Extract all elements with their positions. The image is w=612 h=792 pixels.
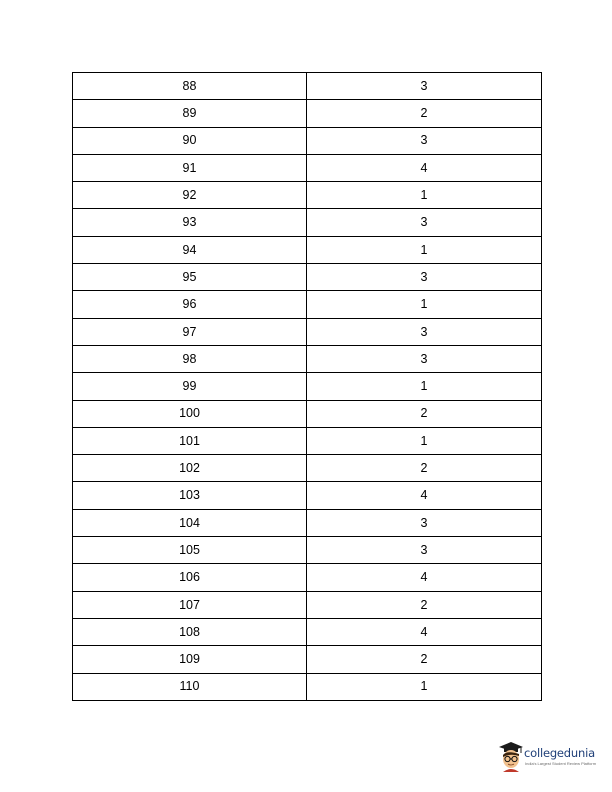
table-row [73,264,542,291]
table-row [73,345,542,372]
question-number-cell: 106 [73,564,307,591]
question-number-cell: 95 [73,264,307,291]
answer-cell: 1 [307,673,542,700]
question-number-cell: 93 [73,209,307,236]
question-number-cell: 107 [73,591,307,618]
question-number-cell: 103 [73,482,307,509]
answer-cell: 2 [307,455,542,482]
question-number-cell: 102 [73,455,307,482]
answer-key-table [72,72,542,701]
answer-cell: 3 [307,264,542,291]
answer-key-body [73,73,542,701]
table-row [73,127,542,154]
table-row [73,482,542,509]
table-row [73,537,542,564]
question-number-cell: 110 [73,673,307,700]
question-number-cell: 108 [73,618,307,645]
answer-cell: 3 [307,537,542,564]
answer-cell: 4 [307,564,542,591]
answer-cell: 2 [307,400,542,427]
question-number-cell: 99 [73,373,307,400]
answer-cell: 3 [307,345,542,372]
table-row [73,591,542,618]
collegedunia-logo[interactable] [497,740,612,774]
table-row [73,373,542,400]
table-row [73,73,542,100]
answer-cell: 4 [307,618,542,645]
table-row [73,455,542,482]
table-row [73,400,542,427]
question-number-cell: 97 [73,318,307,345]
question-number-cell: 92 [73,182,307,209]
question-number-cell: 96 [73,291,307,318]
question-number-cell: 91 [73,154,307,181]
table-row [73,209,542,236]
answer-cell: 2 [307,100,542,127]
table-row [73,100,542,127]
answer-cell: 3 [307,509,542,536]
question-number-cell: 104 [73,509,307,536]
table-row [73,673,542,700]
table-row [73,618,542,645]
table-row [73,154,542,181]
student-mascot-icon [497,740,523,772]
answer-cell: 2 [307,591,542,618]
answer-cell: 3 [307,209,542,236]
table-row [73,291,542,318]
question-number-cell: 109 [73,646,307,673]
question-number-cell: 105 [73,537,307,564]
answer-cell: 3 [307,127,542,154]
table-row [73,182,542,209]
logo-name: collegedunia [524,746,595,760]
answer-cell: 1 [307,373,542,400]
question-number-cell: 88 [73,73,307,100]
table-row [73,564,542,591]
logo-tagline: India's Largest Student Review Platform [525,761,597,766]
table-row [73,509,542,536]
question-number-cell: 100 [73,400,307,427]
answer-cell: 3 [307,318,542,345]
answer-cell: 3 [307,73,542,100]
question-number-cell: 94 [73,236,307,263]
question-number-cell: 101 [73,427,307,454]
answer-cell: 1 [307,182,542,209]
answer-cell: 2 [307,646,542,673]
answer-cell: 1 [307,291,542,318]
question-number-cell: 89 [73,100,307,127]
answer-cell: 1 [307,427,542,454]
table-row [73,318,542,345]
answer-cell: 4 [307,154,542,181]
table-row [73,646,542,673]
answer-cell: 4 [307,482,542,509]
table-row [73,236,542,263]
question-number-cell: 90 [73,127,307,154]
question-number-cell: 98 [73,345,307,372]
answer-cell: 1 [307,236,542,263]
table-row [73,427,542,454]
